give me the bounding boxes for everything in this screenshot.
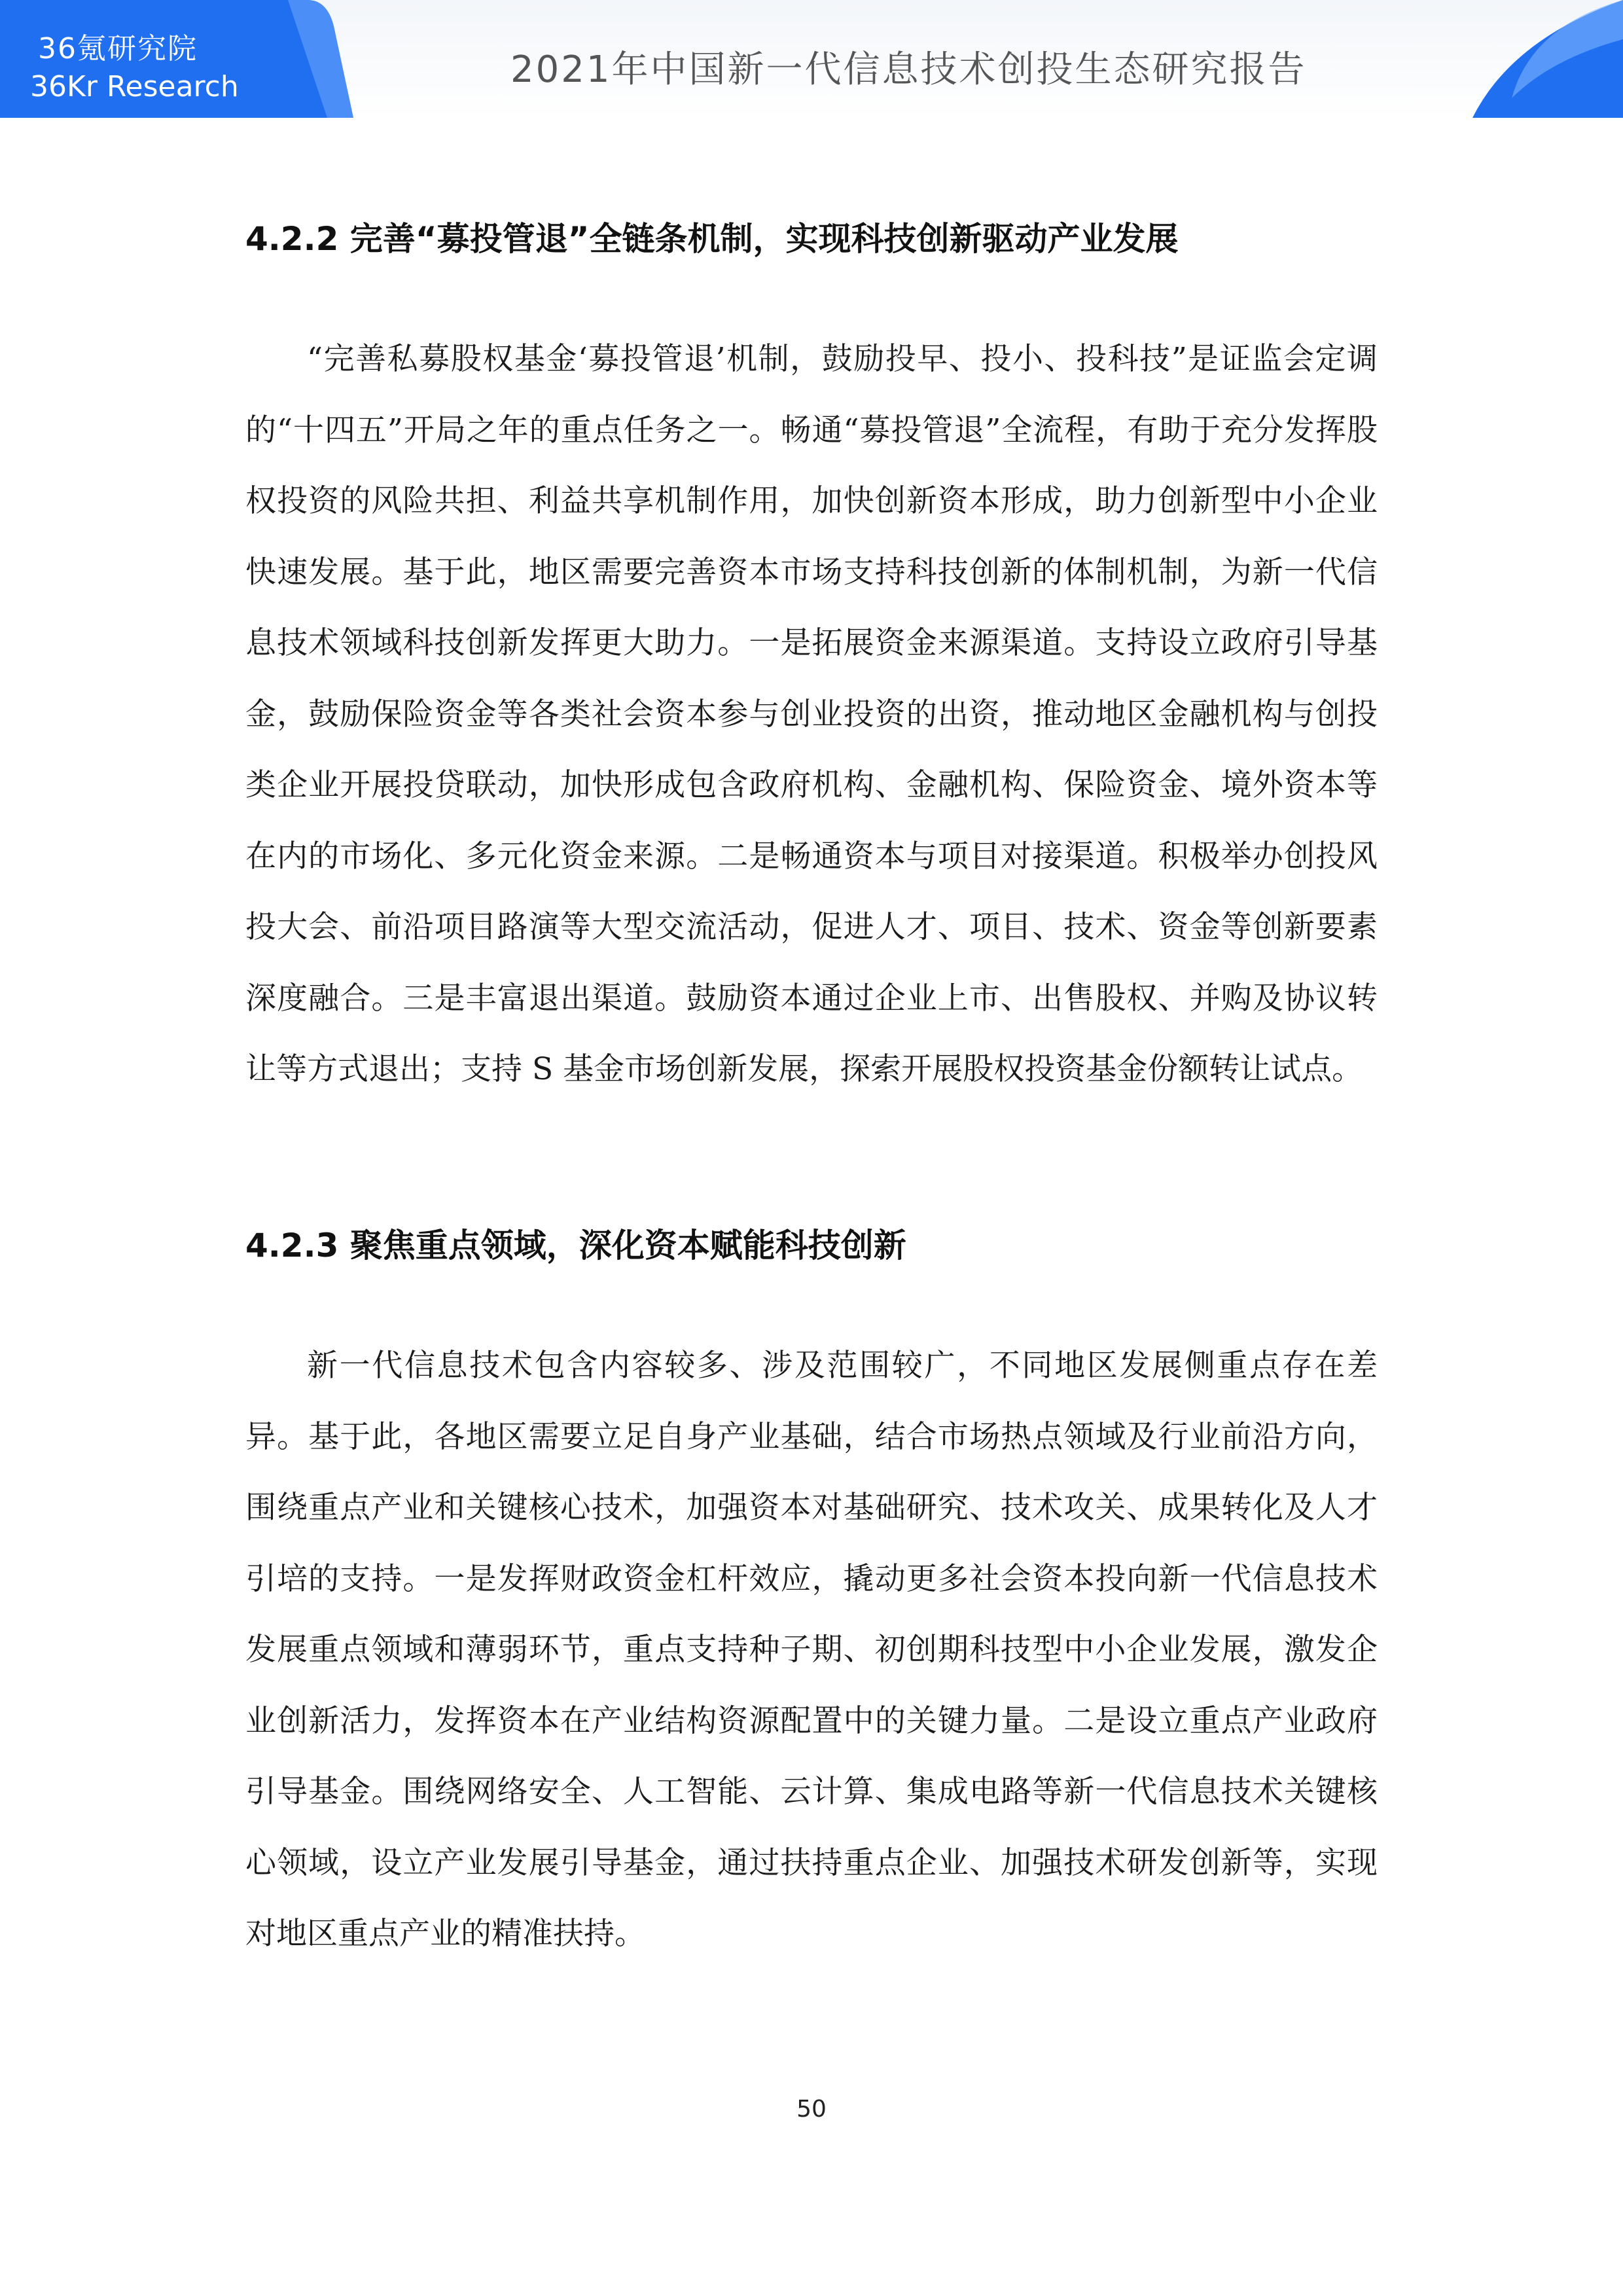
section-paragraph-4-2-2: “完善私募股权基金‘募投管退’机制，鼓励投早、投小、投科技”是证监会定调的“十四五”开局之年的重点任务之一。畅通“募投管退”全流程，有助于充分发挥股权投资的风险共担、利益共享机制作用，加快创新资本形成，助力创新型中小企业快速发展。基于此，地区需要完善资本市场支持科技创新的体制机制，为新一代信息技术领域科技创新发挥更大助力。一是拓展资金来源渠道。支持设立政府引导基金，鼓励保险资金等各类社会资本参与创业投资的出资，推动地区金融机构与创投类企业开展投贷联动，加快形成包含政府机构、金融机构、保险资金、境外资本等在内的市场化、多元化资金来源。二是畅通资本与项目对接渠道。积极举办创投风投大会、前沿项目路演等大型交流活动，促进人才、项目、技术、资金等创新要素深度融合。三是丰富退出渠道。鼓励资本通过企业上市、出售股权、并购及协议转让等方式退出；支持 S 基金市场创新发展，探索开展股权投资基金份额转让试点。 <box>245 341 1378 1087</box>
corner-decoration-icon <box>1453 0 1623 118</box>
logo-chinese-name: 36氪研究院 <box>38 32 198 65</box>
section-paragraph-4-2-3: 新一代信息技术包含内容较多、涉及范围较广，不同地区发展侧重点存在差异。基于此，各地区需要立足自身产业基础，结合市场热点领域及行业前沿方向，围绕重点产业和关键核心技术，加强资本对基础研究、技术攻关、成果转化及人才引培的支持。一是发挥财政资金杠杆效应，撬动更多社会资本投向新一代信息技术发展重点领域和薄弱环节，重点支持种子期、初创期科技型中小企业发展，激发企业创新活力，发挥资本在产业结构资源配置中的关键力量。二是设立重点产业政府引导基金。围绕网络安全、人工智能、云计算、集成电路等新一代信息技术关键核心领域，设立产业发展引导基金，通过扶持重点企业、加强技术研发创新等，实现对地区重点产业的精准扶持。 <box>245 1348 1378 1952</box>
section-heading-4-2-2: 4.2.2 完善“募投管退”全链条机制，实现科技创新驱动产业发展 <box>245 220 1179 258</box>
logo-english-name: 36Kr Research <box>30 70 239 103</box>
section-heading-4-2-3: 4.2.3 聚焦重点领域，深化资本赋能科技创新 <box>245 1227 906 1265</box>
logo <box>30 30 239 106</box>
page-header <box>0 0 1623 118</box>
report-title: 2021年中国新一代信息技术创投生态研究报告 <box>510 48 1307 91</box>
page-number: 50 <box>796 2096 827 2123</box>
